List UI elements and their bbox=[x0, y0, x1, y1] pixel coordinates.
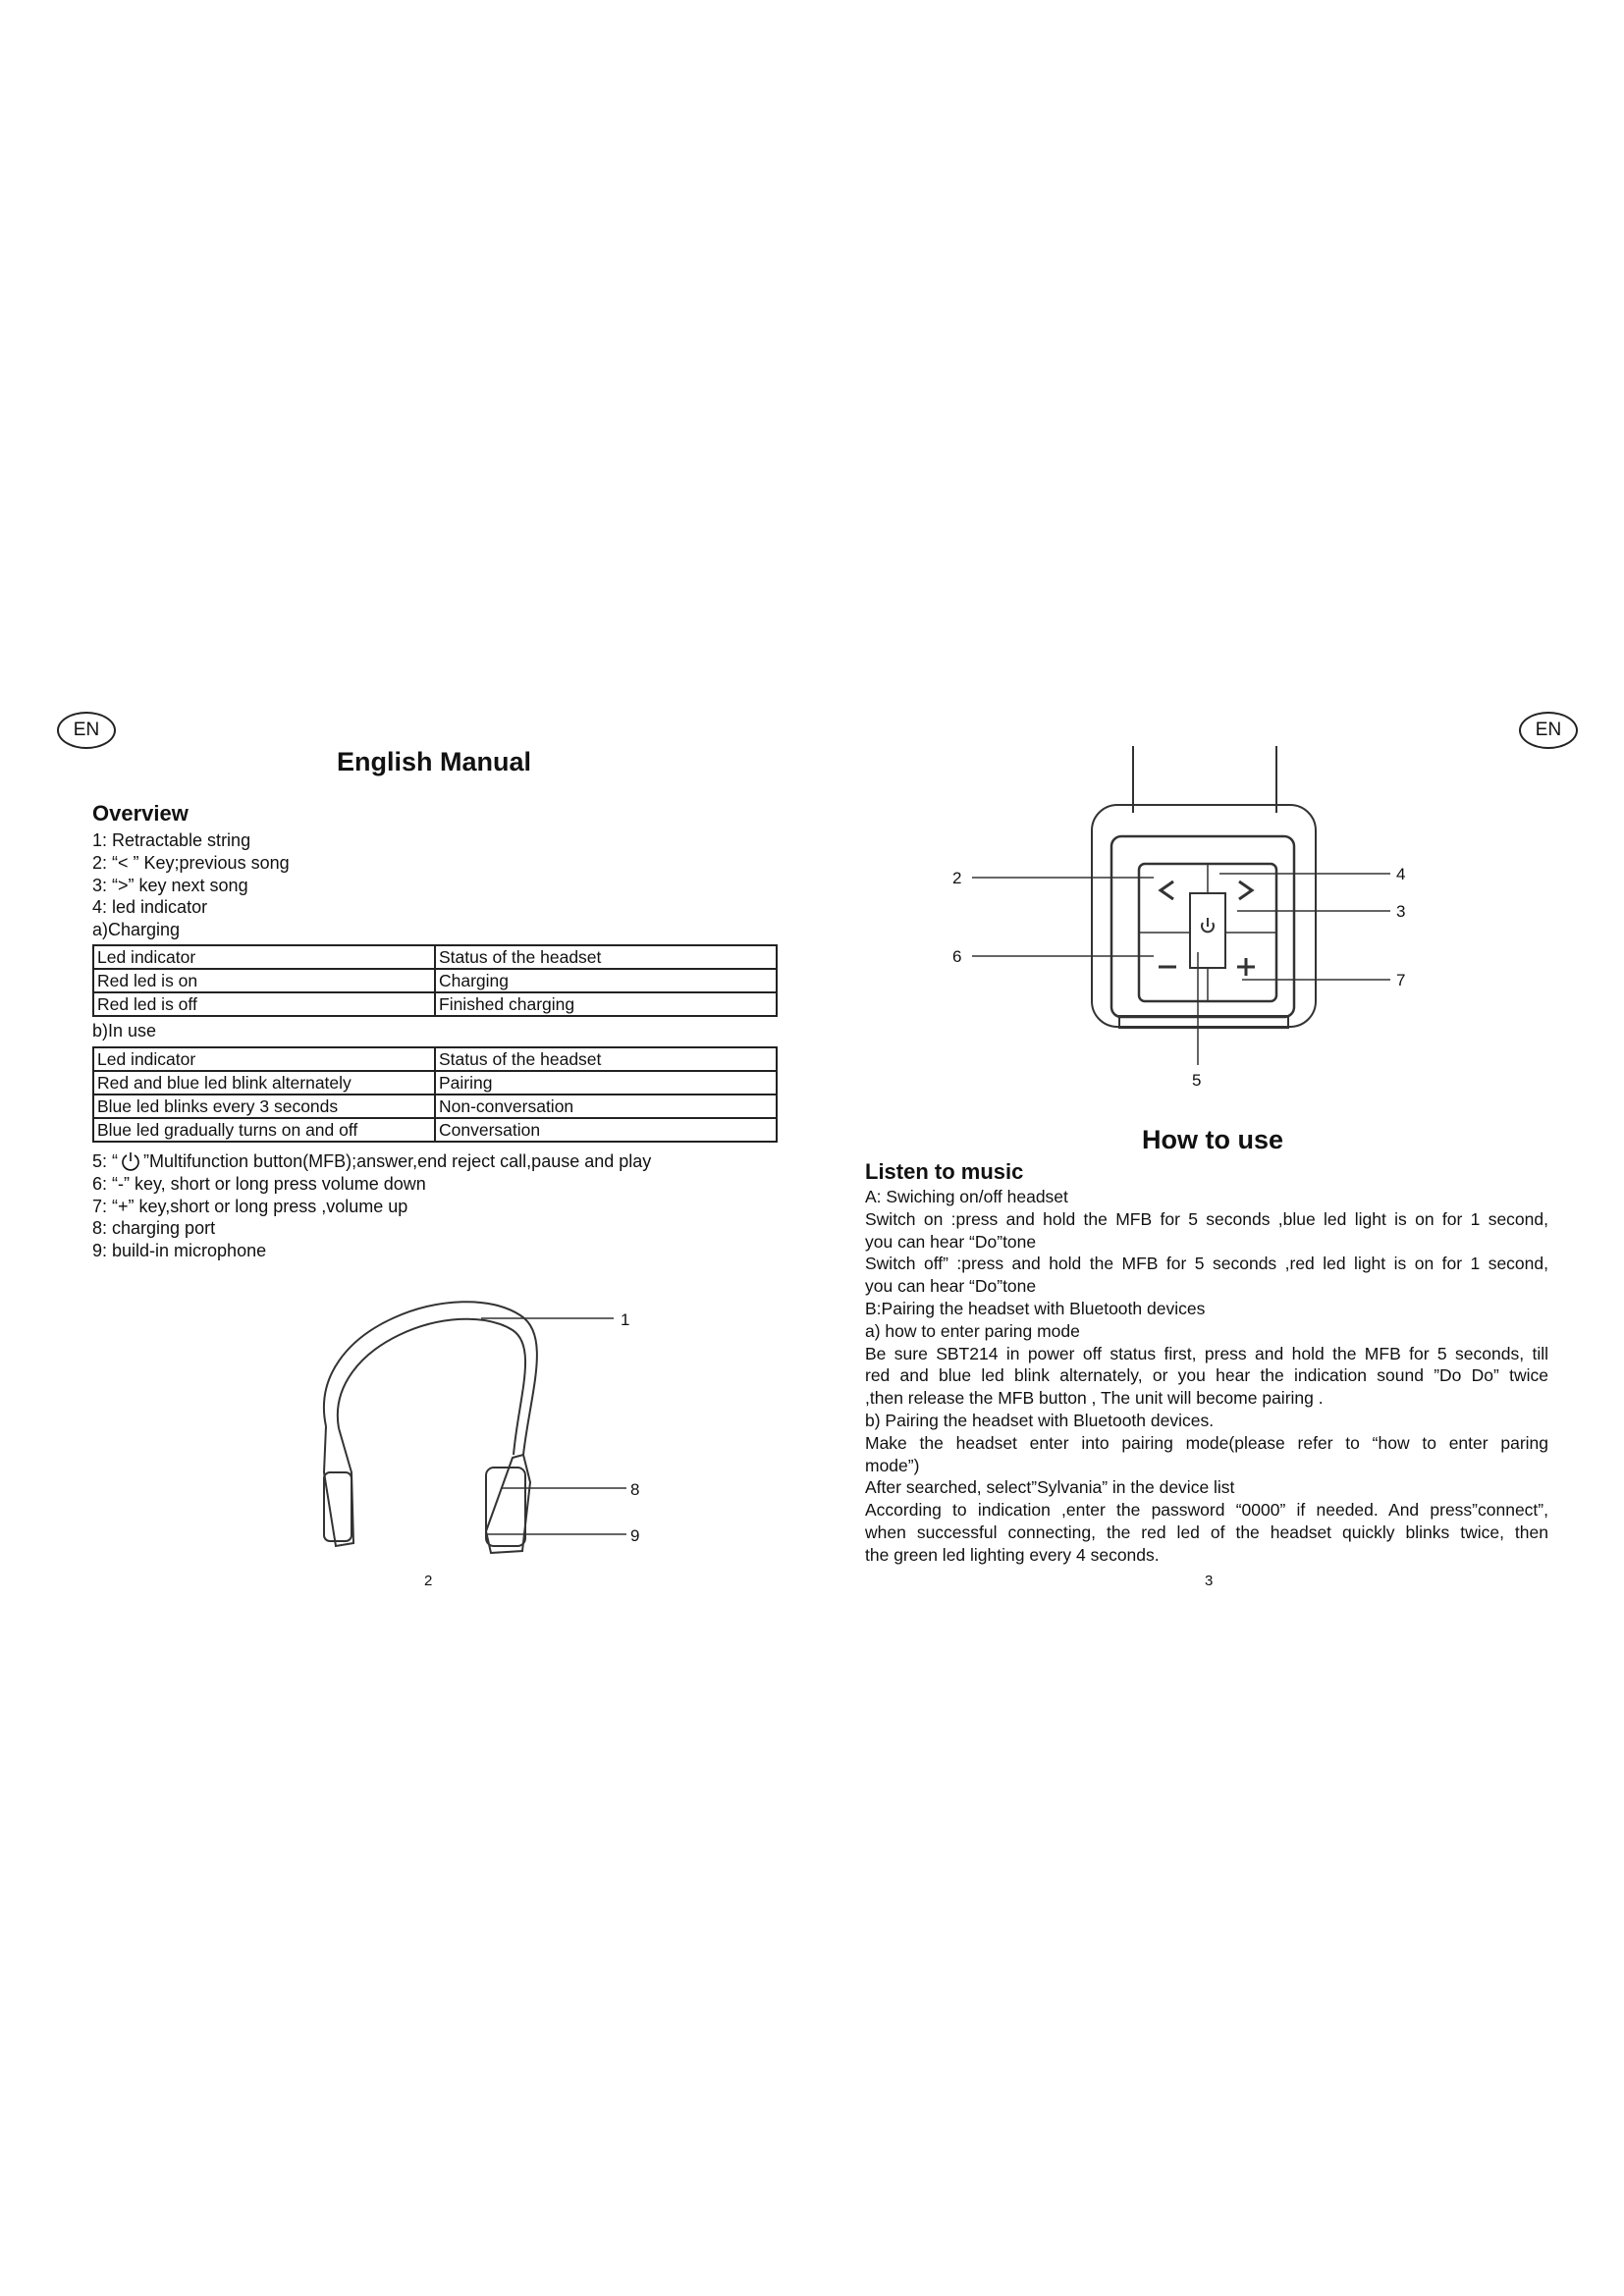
page-number-right: 3 bbox=[1205, 1573, 1214, 1589]
table-cell: Non-conversation bbox=[435, 1095, 777, 1118]
overview-list-top bbox=[92, 829, 290, 941]
table-cell: Led indicator bbox=[93, 1047, 435, 1071]
table-cell: Pairing bbox=[435, 1071, 777, 1095]
list-item: 7: “+” key,short or long press ,volume up bbox=[92, 1196, 408, 1216]
instruction-line: Switch on :press and hold the MFB for 5 seconds ,blue led light is on for 1 second, bbox=[865, 1208, 1548, 1229]
language-badge-right: EN bbox=[1519, 712, 1578, 749]
mfb-prefix: 5: “ bbox=[92, 1151, 119, 1171]
left-earcup-pad bbox=[324, 1472, 352, 1541]
headband-outer bbox=[324, 1302, 537, 1455]
callout-6: 6 bbox=[952, 947, 962, 966]
instructions-paragraph bbox=[865, 1186, 1548, 1567]
instruction-line: Make the headset enter into pairing mode(please refer to “how to enter paring bbox=[865, 1432, 1548, 1453]
list-item: 9: build-in microphone bbox=[92, 1241, 267, 1261]
table-cell: Status of the headset bbox=[435, 945, 777, 969]
table-cell: Status of the headset bbox=[435, 1047, 777, 1071]
instruction-line: mode”) bbox=[865, 1455, 920, 1475]
table-cell: Blue led blinks every 3 seconds bbox=[93, 1095, 435, 1118]
table-row bbox=[93, 1118, 777, 1142]
callout-4: 4 bbox=[1396, 865, 1406, 883]
control-panel-diagram bbox=[943, 746, 1453, 1095]
instruction-line: when successful connecting, the red led of the headset quickly blinks twice, then bbox=[865, 1522, 1548, 1542]
list-item: 2: “< ” Key;previous song bbox=[92, 852, 290, 873]
callout-8: 8 bbox=[630, 1480, 640, 1499]
instruction-line: Be sure SBT214 in power off status first, press and hold the MFB for 5 seconds, till bbox=[865, 1343, 1548, 1363]
table-cell: Red led is off bbox=[93, 992, 435, 1016]
in-use-led-table bbox=[92, 1046, 778, 1143]
listen-heading: Listen to music bbox=[865, 1159, 1024, 1184]
callout-1: 1 bbox=[621, 1310, 630, 1329]
instruction-line: you can hear “Do”tone bbox=[865, 1231, 1037, 1252]
next-icon bbox=[1239, 881, 1252, 899]
charging-led-table bbox=[92, 944, 778, 1017]
table-cell: Blue led gradually turns on and off bbox=[93, 1118, 435, 1142]
instruction-line: the green led lighting every 4 seconds. bbox=[865, 1544, 1160, 1565]
instruction-line: a) how to enter paring mode bbox=[865, 1320, 1080, 1341]
plus-icon bbox=[1237, 958, 1255, 976]
instruction-line: B:Pairing the headset with Bluetooth devices bbox=[865, 1298, 1206, 1318]
table-row bbox=[93, 969, 777, 992]
table-cell: Conversation bbox=[435, 1118, 777, 1142]
how-to-use-title: How to use bbox=[1142, 1125, 1284, 1154]
power-icon bbox=[120, 1150, 141, 1172]
page-title: English Manual bbox=[337, 747, 532, 776]
list-item: 6: “-” key, short or long press volume down bbox=[92, 1173, 426, 1194]
instruction-line: ,then release the MFB button , The unit will become pairing . bbox=[865, 1388, 1324, 1409]
table-cell: Charging bbox=[435, 969, 777, 992]
language-badge-left: EN bbox=[57, 712, 116, 749]
callout-7: 7 bbox=[1396, 971, 1406, 989]
list-item: 1: Retractable string bbox=[92, 830, 251, 850]
callout-5: 5 bbox=[1192, 1071, 1202, 1090]
instruction-line: red and blue led blink alternately, or you hear the indication sound ”Do Do” twice bbox=[865, 1365, 1548, 1386]
table-row bbox=[93, 1071, 777, 1095]
instruction-line: Switch off” :press and hold the MFB for 5 seconds ,red led light is on for 1 second, bbox=[865, 1254, 1548, 1274]
table-cell: Red and blue led blink alternately bbox=[93, 1071, 435, 1095]
table-row bbox=[93, 992, 777, 1016]
instruction-line: you can hear “Do”tone bbox=[865, 1276, 1037, 1297]
mfb-description: ”Multifunction button(MFB);answer,end reject call,pause and play bbox=[143, 1151, 652, 1171]
instruction-line: After searched, select”Sylvania” in the device list bbox=[865, 1477, 1235, 1498]
table-row bbox=[93, 945, 777, 969]
overview-heading: Overview bbox=[92, 801, 189, 826]
headband-inner bbox=[338, 1319, 525, 1455]
table-cell: Finished charging bbox=[435, 992, 777, 1016]
in-use-label: b)In use bbox=[92, 1021, 157, 1041]
headphone-diagram bbox=[295, 1286, 658, 1561]
callout-3: 3 bbox=[1396, 902, 1406, 921]
list-item: 3: “>” key next song bbox=[92, 875, 248, 895]
list-item: a)Charging bbox=[92, 920, 181, 940]
instruction-line: According to indication ,enter the password “0000” if needed. And press”connect”, bbox=[865, 1500, 1548, 1521]
table-row bbox=[93, 1047, 777, 1071]
table-cell: Red led is on bbox=[93, 969, 435, 992]
previous-icon bbox=[1161, 881, 1173, 899]
mfb-button bbox=[1190, 893, 1225, 968]
list-item-mfb bbox=[92, 1150, 651, 1173]
overview-list-bottom bbox=[92, 1150, 651, 1262]
callout-2: 2 bbox=[952, 869, 962, 887]
list-item: 4: led indicator bbox=[92, 897, 208, 918]
instruction-line: b) Pairing the headset with Bluetooth devices. bbox=[865, 1410, 1215, 1430]
list-item: 8: charging port bbox=[92, 1218, 216, 1239]
instruction-line: A: Swiching on/off headset bbox=[865, 1187, 1068, 1206]
page-number-left: 2 bbox=[424, 1573, 433, 1589]
left-earcup bbox=[324, 1426, 353, 1546]
table-cell: Led indicator bbox=[93, 945, 435, 969]
callout-9: 9 bbox=[630, 1526, 640, 1545]
table-row bbox=[93, 1095, 777, 1118]
